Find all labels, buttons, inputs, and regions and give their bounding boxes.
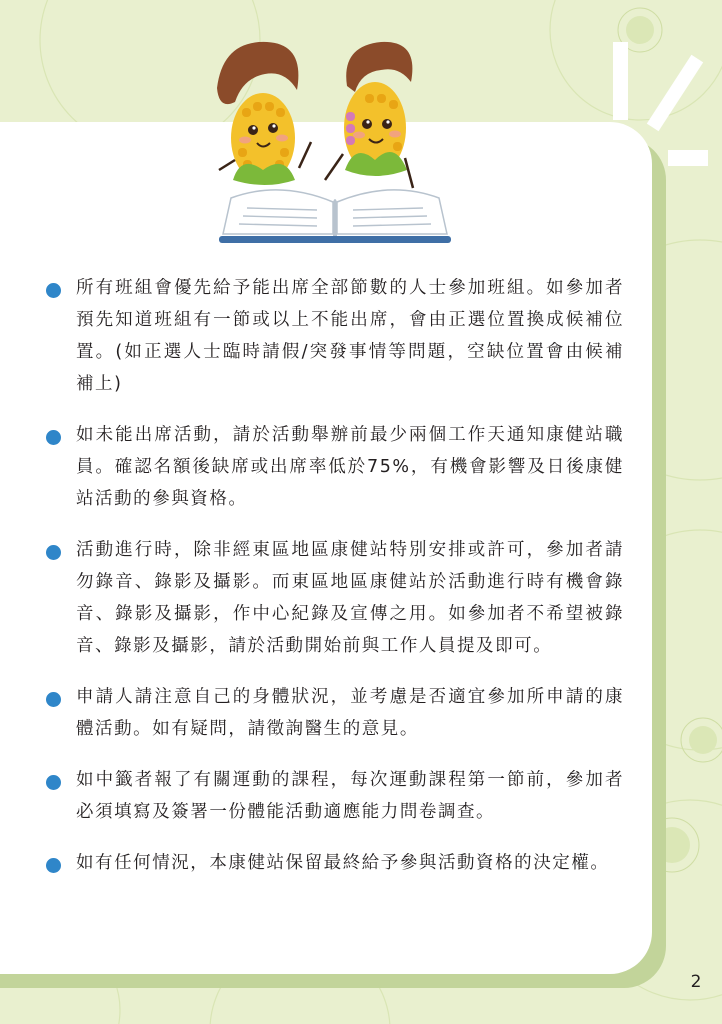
rules-list <box>44 272 624 898</box>
bullet-icon <box>46 283 61 298</box>
bullet-icon <box>46 692 61 707</box>
rule-text: 如未能出席活動，請於活動舉辦前最少兩個工作天通知康健站職員。確認名額後缺席或出席率低於75%，有機會影響及日後康健站活動的參與資格。 <box>76 425 624 509</box>
rule-item <box>44 764 624 828</box>
rule-item <box>44 681 624 745</box>
rule-item <box>44 419 624 515</box>
bullet-icon <box>46 430 61 445</box>
bullet-icon <box>46 858 61 873</box>
rule-text: 申請人請注意自己的身體狀況，並考慮是否適宜參加所申請的康體活動。如有疑問，請徵詢醫生的意見。 <box>76 687 624 739</box>
rule-text: 所有班組會優先給予能出席全部節數的人士參加班組。如參加者預先知道班組有一節或以上不能出席，會由正選位置換成候補位置。(如正選人士臨時請假/突發事情等問題，空缺位置會由候補補上) <box>76 278 624 394</box>
rule-item <box>44 847 624 879</box>
page-number: 2 <box>690 972 702 992</box>
rule-text: 如中籤者報了有關運動的課程，每次運動課程第一節前，參加者必須填寫及簽署一份體能活動適應能力問卷調查。 <box>76 770 624 822</box>
rule-item <box>44 534 624 662</box>
two-corn-characters-reading-book-icon <box>205 30 465 250</box>
bullet-icon <box>46 545 61 560</box>
bullet-icon <box>46 775 61 790</box>
rule-item <box>44 272 624 400</box>
rule-text: 如有任何情況，本康健站保留最終給予參與活動資格的決定權。 <box>76 853 610 873</box>
rule-text: 活動進行時，除非經東區地區康健站特別安排或許可，參加者請勿錄音、錄影及攝影。而東區地區康健站於活動進行時有機會錄音、錄影及攝影，作中心紀錄及宣傳之用。如參加者不希望被錄音、錄影及攝影，請於活動開始前與工作人員提及即可。 <box>76 540 624 656</box>
